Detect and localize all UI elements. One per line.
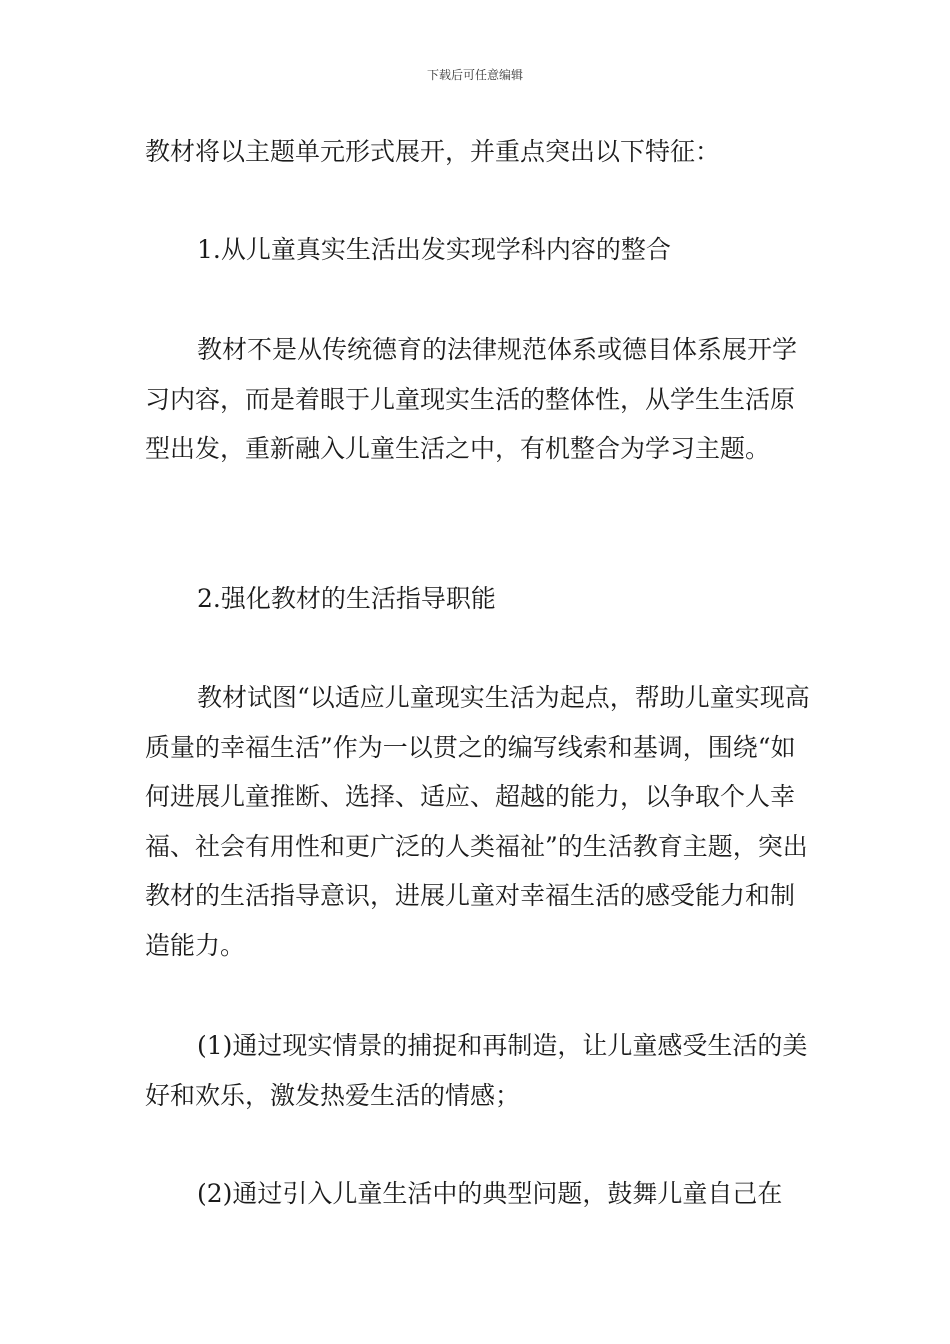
list-item-1: (1)通过现实情景的捕捉和再制造，让儿童感受生活的美好和欢乐，激发热爱生活的情感；: [145, 1031, 808, 1110]
list-item-2: (2)通过引入儿童生活中的典型问题，鼓舞儿童自己在: [197, 1179, 783, 1208]
intro-paragraph: 教材将以主题单元形式展开，并重点突出以下特征：: [145, 137, 721, 166]
section-heading-1: 1.从儿童真实生活出发实现学科内容的整合: [197, 235, 671, 264]
section-heading-2: 2.强化教材的生活指导职能: [197, 584, 496, 613]
body-paragraph-1: 教材不是从传统德育的法律规范体系或德目体系展开学习内容，而是着眼于儿童现实生活的整体性，从学生生活原型出发，重新融入儿童生活之中，有机整合为学习主题。: [145, 335, 798, 463]
page-header: 下载后可任意编辑: [426, 68, 523, 82]
body-paragraph-2: 教材试图“以适应儿童现实生活为起点，帮助儿童实现高质量的幸福生活”作为一以贯之的编写线索和基调，围绕“如何进展儿童推断、选择、适应、超越的能力，以争取个人幸福、社会有用性和更广泛的人类福祉”的生活教育主题，突出教材的生活指导意识，进展儿童对幸福生活的感受能力和制造能力。: [145, 683, 810, 960]
